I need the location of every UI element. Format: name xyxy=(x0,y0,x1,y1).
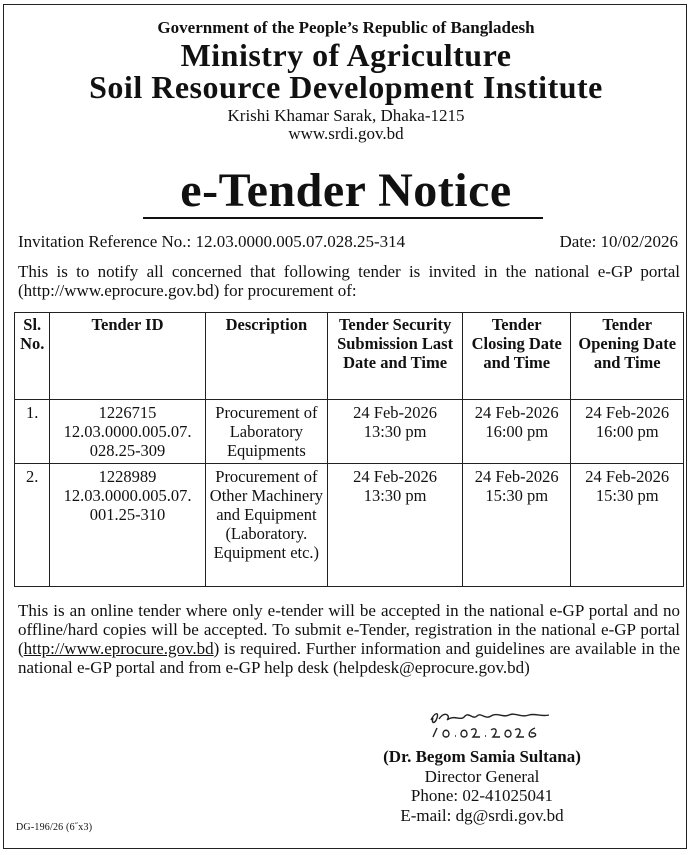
signatory-email: E-mail: dg@srdi.gov.bd xyxy=(400,805,564,825)
notice-title: e-Tender Notice xyxy=(180,164,512,217)
security-date: 24 Feb-2026 xyxy=(353,467,438,486)
website-line: www.srdi.gov.bd xyxy=(288,124,404,143)
tender-ref-part2: 001.25-310 xyxy=(89,505,166,524)
header-opening-date: Tender Opening Date and Time xyxy=(571,313,684,400)
instructions-paragraph xyxy=(18,601,680,677)
row-description: Procurement of Other Machinery and Equipment (Laboratory. Equipment etc.) xyxy=(205,464,328,587)
government-line: Government of the People’s Republic of Bangladesh xyxy=(157,18,535,37)
row-opening-date xyxy=(571,464,684,587)
security-time: 13:30 pm xyxy=(363,422,427,441)
signatory-phone: Phone: 02-41025041 xyxy=(410,786,554,805)
row-tender-id xyxy=(50,400,205,464)
signatory-designation: Director General xyxy=(424,766,540,786)
header-closing-date: Tender Closing Date and Time xyxy=(463,313,571,400)
title-underline xyxy=(143,217,543,219)
intro-paragraph: This is to notify all concerned that following tender is invited in the national e-GP portal (http://www.eprocure.gov.bd) for procurement of: xyxy=(18,262,680,300)
security-time: 13:30 pm xyxy=(363,486,427,505)
ad-code: DG-196/26 (6˝x3) xyxy=(16,822,93,833)
opening-time: 16:00 pm xyxy=(595,422,659,441)
tender-ref-part2: 028.25-309 xyxy=(89,441,166,460)
table-row xyxy=(15,400,684,464)
ministry-name: Ministry of Agriculture xyxy=(180,37,512,73)
signatory-block xyxy=(362,747,602,825)
tender-id-number: 1228989 xyxy=(98,467,157,486)
handwritten-signature xyxy=(425,706,575,742)
header-sl-no: Sl. No. xyxy=(15,313,50,400)
tender-ref-part1: 12.03.0000.005.07. xyxy=(63,422,192,441)
header-description: Description xyxy=(205,313,328,400)
instructions-part2: ) is required. Further information and guidelines are available in the national e-GP portal and from e-GP help desk (helpdesk@eprocure.gov.bd) xyxy=(18,639,680,677)
opening-date: 24 Feb-2026 xyxy=(585,403,670,422)
row-description: Procurement of Laboratory Equipments xyxy=(205,400,328,464)
row-closing-date xyxy=(463,464,571,587)
row-closing-date xyxy=(463,400,571,464)
instructions-part1: This is an online tender where only e-tender will be accepted in the national e-GP portal and no offline/hard copies will be accepted. To submit e-Tender, registration in the national e-GP portal ( xyxy=(18,601,680,658)
eprocure-link[interactable]: http://www.eprocure.gov.bd xyxy=(23,639,214,658)
row-sl-no: 1. xyxy=(15,400,50,464)
invitation-reference: Invitation Reference No.: 12.03.0000.005.07.028.25-314 xyxy=(18,232,406,251)
institute-name: Soil Resource Development Institute xyxy=(89,69,603,105)
opening-time: 15:30 pm xyxy=(595,486,659,505)
row-security-deadline xyxy=(328,400,463,464)
closing-time: 16:00 pm xyxy=(485,422,549,441)
table-header-row xyxy=(15,313,684,400)
closing-date: 24 Feb-2026 xyxy=(474,467,559,486)
closing-date: 24 Feb-2026 xyxy=(474,403,559,422)
opening-date: 24 Feb-2026 xyxy=(585,467,670,486)
row-security-deadline xyxy=(328,464,463,587)
row-tender-id xyxy=(50,464,205,587)
tender-ref-part1: 12.03.0000.005.07. xyxy=(63,486,192,505)
tender-table xyxy=(14,312,684,587)
closing-time: 15:30 pm xyxy=(485,486,549,505)
header-tender-id: Tender ID xyxy=(50,313,205,400)
notice-date: Date: 10/02/2026 xyxy=(559,232,678,251)
tender-id-number: 1226715 xyxy=(98,403,157,422)
header-security-deadline: Tender Security Submission Last Date and Time xyxy=(328,313,463,400)
reference-line xyxy=(18,232,678,252)
security-date: 24 Feb-2026 xyxy=(353,403,438,422)
signatory-name: (Dr. Begom Samia Sultana) xyxy=(383,747,581,766)
row-sl-no: 2. xyxy=(15,464,50,587)
row-opening-date xyxy=(571,400,684,464)
table-row xyxy=(15,464,684,587)
address-line: Krishi Khamar Sarak, Dhaka-1215 xyxy=(227,106,465,125)
